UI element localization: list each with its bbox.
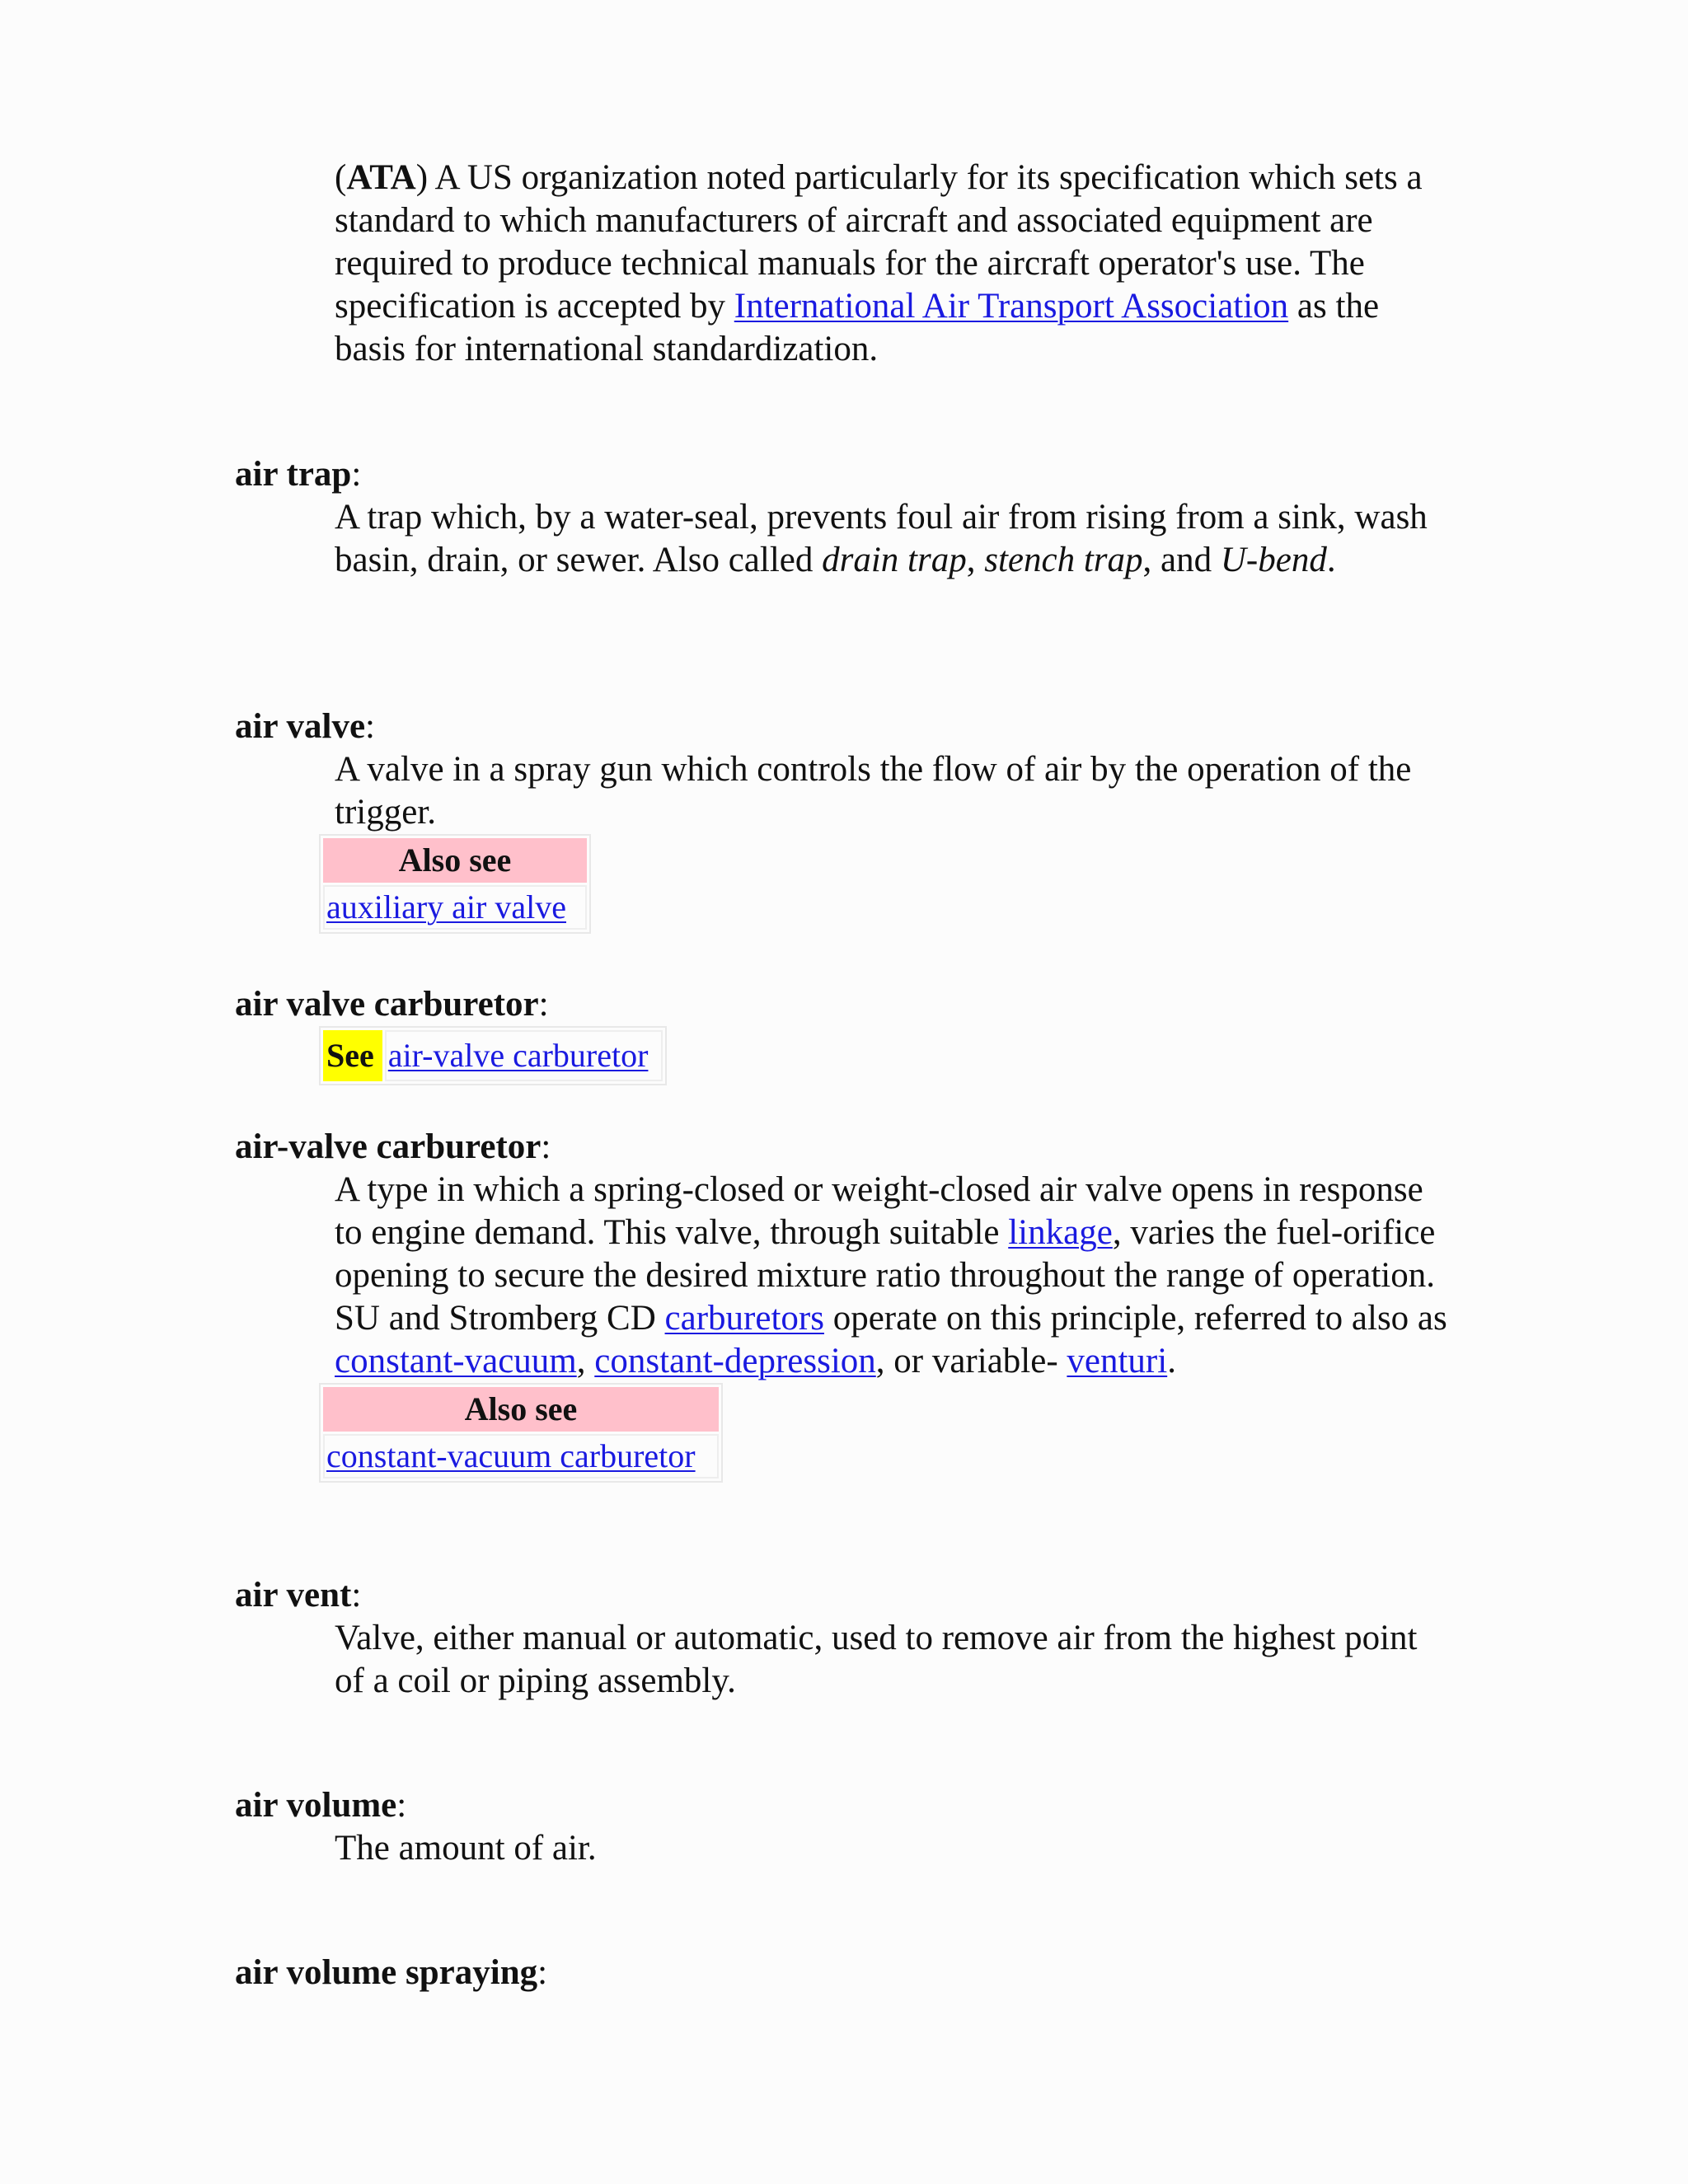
definition-text: , (966, 541, 985, 579)
term-colon: : (537, 1953, 548, 1992)
also-see-cell (323, 885, 587, 930)
term-air-valve: air valve (235, 707, 366, 746)
definition-text: . (1326, 541, 1336, 579)
link-constant-depression[interactable]: constant-depression (594, 1342, 876, 1380)
also-see-header: Also see (323, 838, 587, 883)
definition-text: , or variable- (875, 1342, 1067, 1380)
also-see-box (319, 1383, 723, 1483)
term-colon: : (351, 1576, 362, 1615)
term-air-valve-carburetor: air valve carburetor (235, 985, 539, 1024)
link-carburetors[interactable]: carburetors (664, 1299, 824, 1338)
definition-air-valve: A valve in a spray gun which controls the flow of air by the operation of the trigger. (335, 750, 1412, 832)
term-line (235, 705, 1488, 748)
link-venturi[interactable]: venturi (1067, 1342, 1168, 1380)
also-see-header: Also see (323, 1387, 719, 1432)
definition-air-trap (335, 496, 1456, 582)
definition-text: operate on this principle, referred to also as (823, 1299, 1447, 1338)
see-label: See (323, 1030, 382, 1081)
entry-ata (235, 157, 1488, 371)
synonym-stench-trap: stench trap (984, 541, 1143, 579)
link-international-air-transport-association[interactable]: International Air Transport Association (734, 287, 1289, 326)
term-air-trap: air trap (235, 455, 352, 494)
term-line (235, 1574, 1488, 1617)
link-constant-vacuum-carburetor[interactable]: constant-vacuum carburetor (326, 1437, 696, 1474)
term-colon: : (351, 455, 362, 494)
term-line (235, 453, 1488, 496)
definition-air-valve-carburetor (335, 1169, 1456, 1383)
definition-text: . (1167, 1342, 1176, 1380)
entry-air-valve (235, 705, 1488, 934)
definition-text: A type in which a spring-closed or weight-closed air valve opens in response to engine demand. This valve, through suitable (335, 1170, 1423, 1252)
link-constant-vacuum[interactable]: constant-vacuum (335, 1342, 577, 1380)
definition-text: A US organization noted particularly for its specification which sets a standard to which manufacturers of aircraft and associated equipment are required to produce technical manuals for the aircraft operator's use. The specification is accepted by (335, 158, 1423, 326)
term-colon: : (396, 1786, 407, 1825)
term-colon: : (365, 707, 375, 746)
term-line (235, 1784, 1488, 1827)
definition-text: , (576, 1342, 595, 1380)
term-air-valve-carburetor-hyphenated: air-valve carburetor (235, 1127, 542, 1166)
term-line (235, 1126, 1488, 1169)
definition-text: as the basis for international standardization. (335, 287, 1380, 368)
term-air-volume: air volume (235, 1786, 397, 1825)
definition-text: , and (1142, 541, 1221, 579)
link-air-valve-carburetor[interactable]: air-valve carburetor (387, 1037, 649, 1074)
abbrev-ata: ATA (346, 158, 416, 197)
entry-air-vent (235, 1574, 1488, 1703)
synonym-u-bend: U-bend (1220, 541, 1327, 579)
entry-air-valve-carburetor-hyphenated (235, 1126, 1488, 1483)
definition-ata: (ATA) A US organization noted particularly for its specification which sets a standard to which manufacturers of aircraft and associated equipment are required to produce technical manuals for the aircraft operator's use. The specification is accepted by International Air Transport Association as the basis for international standardization. (335, 158, 1423, 368)
synonym-drain-trap: drain trap (822, 541, 967, 579)
see-link-cell (385, 1030, 663, 1081)
definition-text: A trap which, by a water-seal, prevents foul air from rising from a sink, wash basin, drain, or sewer. Also called (335, 498, 1428, 579)
entry-air-volume-spraying (235, 1952, 1488, 1994)
definition-air-volume: The amount of air. (335, 1829, 597, 1868)
definition-air-vent: Valve, either manual or automatic, used to remove air from the highest point of a coil or piping assembly. (335, 1619, 1418, 1700)
term-line (235, 1952, 1488, 1994)
entry-air-trap (235, 453, 1488, 582)
see-box (319, 1026, 667, 1085)
term-air-volume-spraying: air volume spraying (235, 1953, 538, 1992)
term-air-vent: air vent (235, 1576, 352, 1615)
term-colon: : (538, 985, 549, 1024)
entry-air-volume (235, 1784, 1488, 1870)
link-auxiliary-air-valve[interactable]: auxiliary air valve (326, 888, 566, 926)
entry-air-valve-carburetor (235, 983, 1488, 1085)
also-see-box (319, 834, 591, 934)
link-linkage[interactable]: linkage (1008, 1213, 1113, 1252)
definition-text: , varies the fuel-orifice opening to secure the desired mixture ratio throughout the range of operation. SU and Stromberg CD (335, 1213, 1436, 1338)
term-colon: : (541, 1127, 551, 1166)
also-see-cell (323, 1434, 719, 1479)
term-line (235, 983, 1488, 1026)
